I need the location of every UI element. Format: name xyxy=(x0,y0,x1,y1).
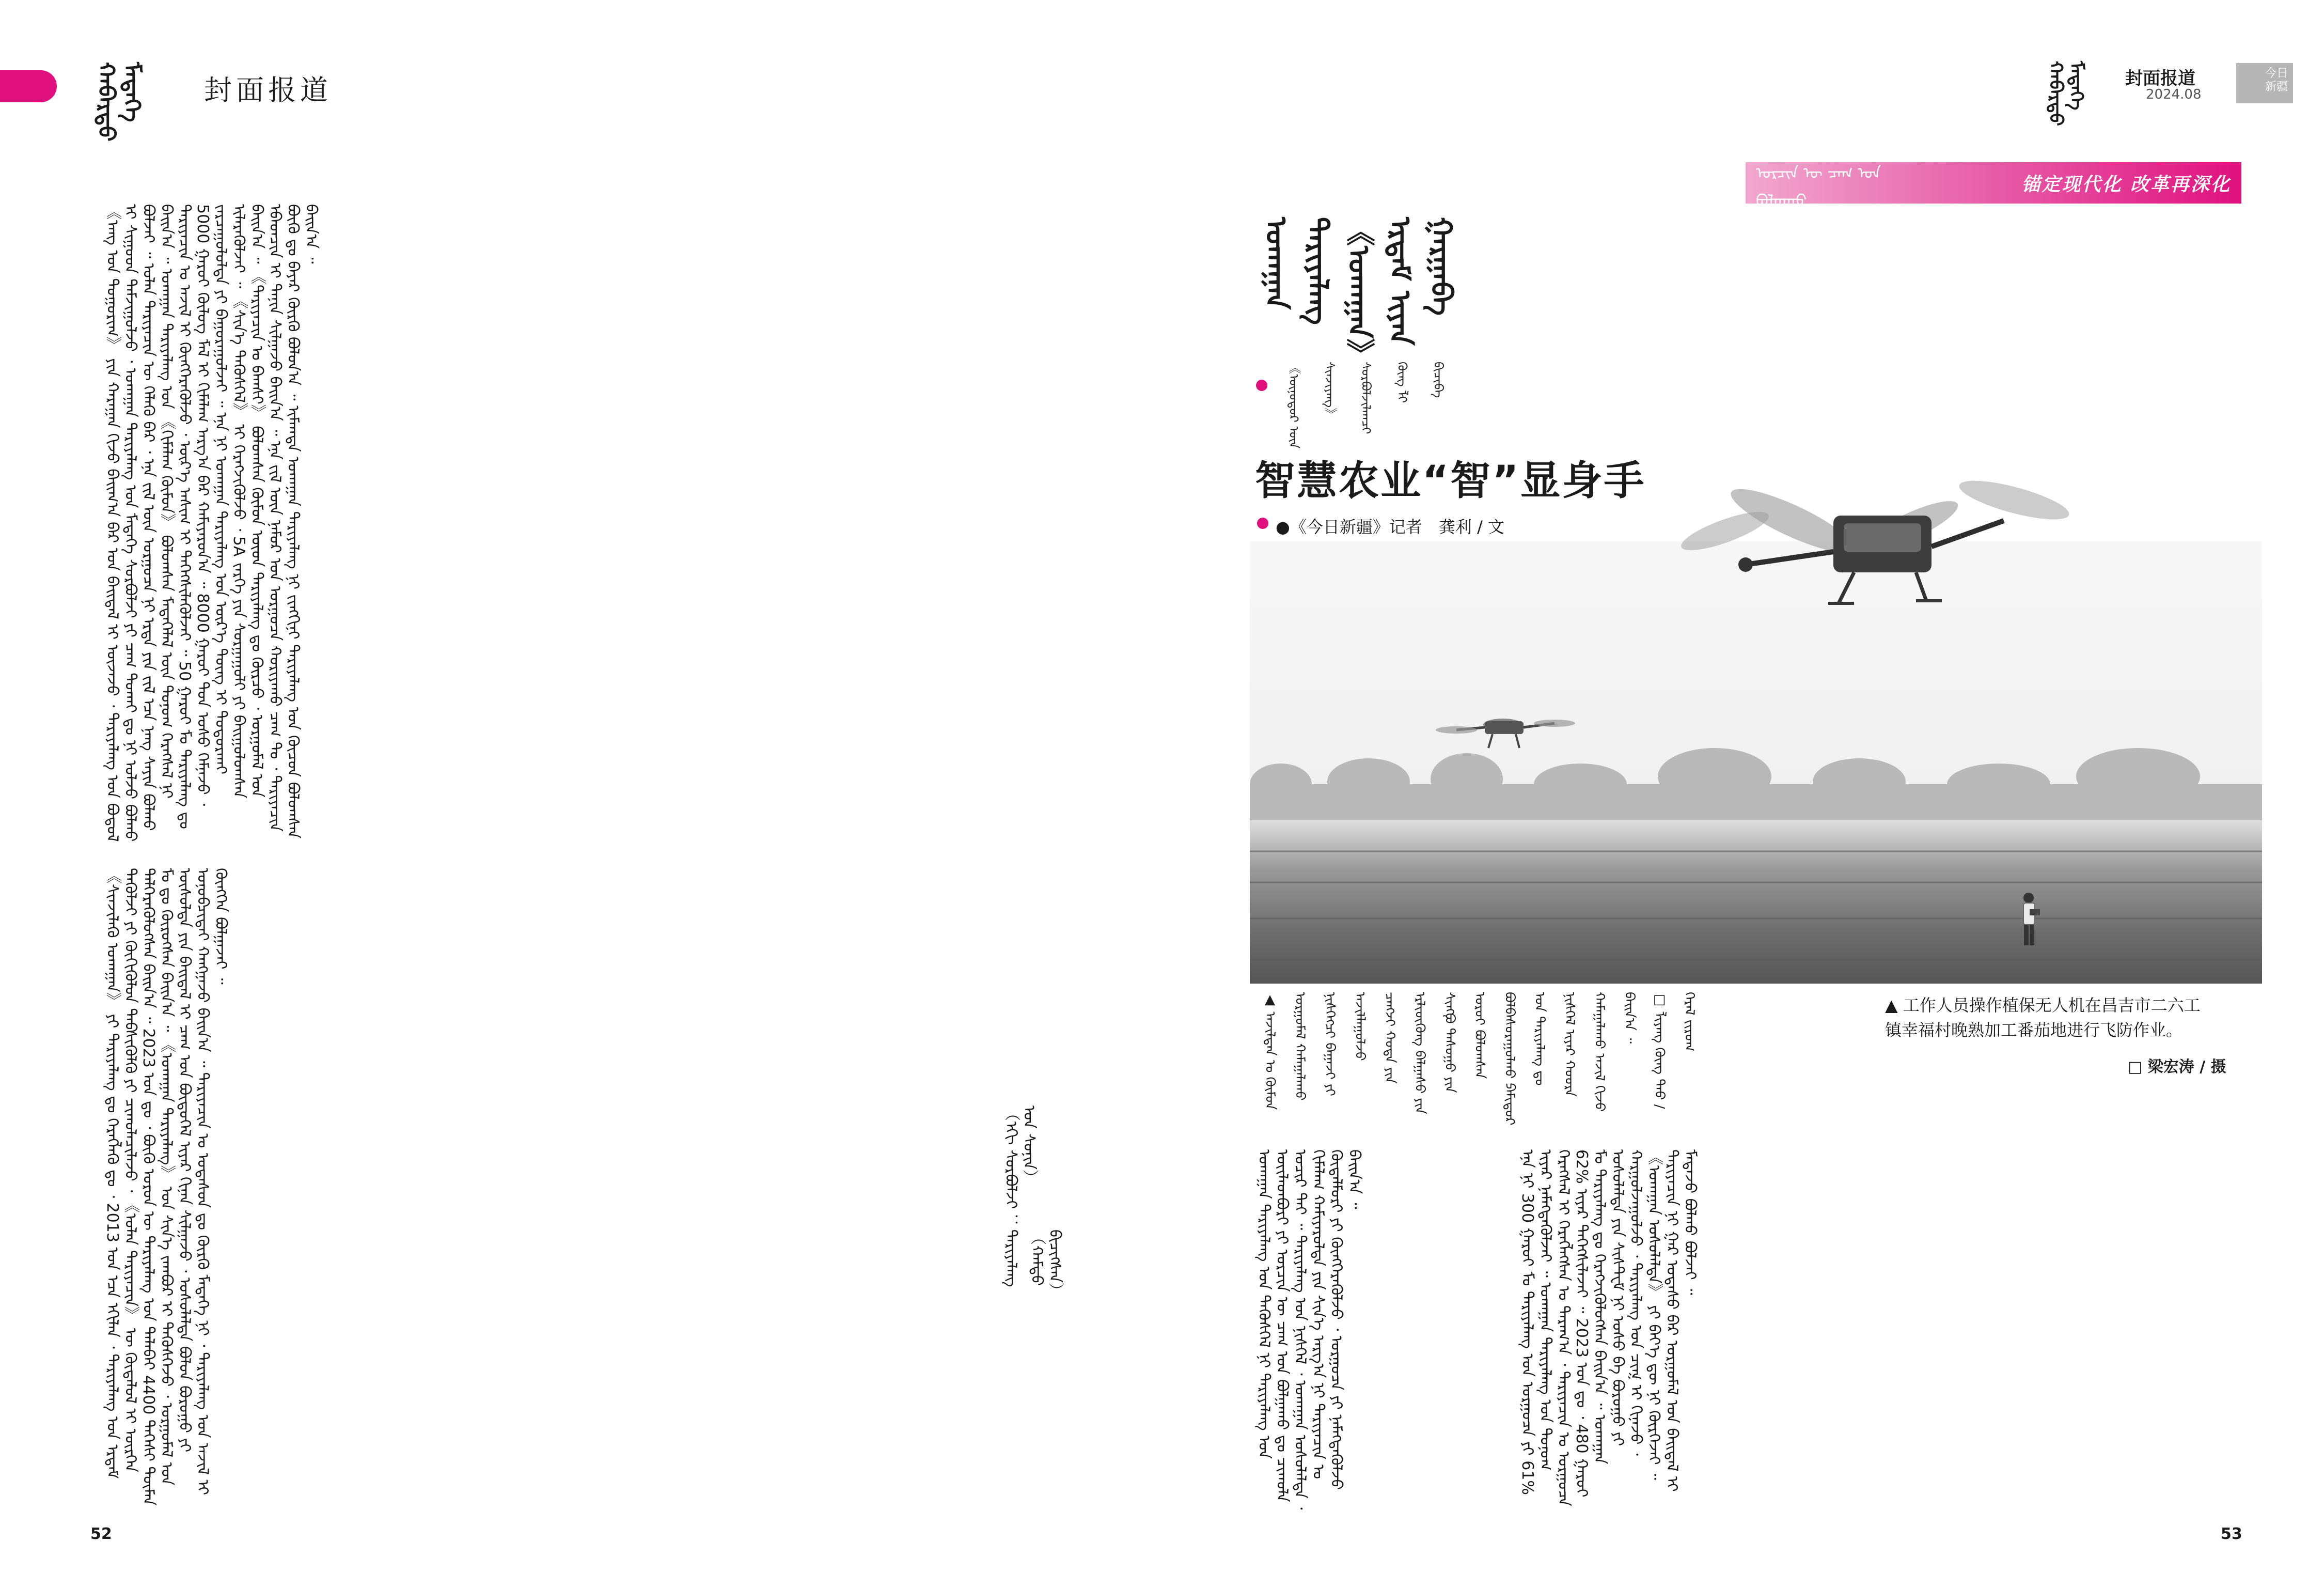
banner-mongolian: ᠣᠷᠴᠢᠨ ᠦ ᠴᠠᠭ ᠤᠨ ᠪᠣᠯᠭᠠᠬᠤ xyxy=(1756,164,1881,210)
magazine-logo xyxy=(2236,63,2293,103)
header-right-mongolian: ᠬᠠᠪᠠᠷᠳᠤ ᠮᠡᠳᠡᠭᠡ xyxy=(2045,61,2087,133)
issue-date: 2024.08 xyxy=(2146,87,2202,102)
banner-chinese: 锚定现代化 改革再深化 xyxy=(2021,174,2231,195)
topic-banner xyxy=(1746,162,2241,210)
body-column-b-source-2: （ᠬᠠᠮᠲᠤ ᠪᠢᠴᠢᠭ᠌ᠰᠡᠨ） xyxy=(1028,1229,1064,1299)
header-left-chinese: 封面报道 xyxy=(204,74,332,106)
small-drone xyxy=(1436,719,1575,748)
body-column-c: ᠡᠨᠡ ᠨᠢ 300 ᠭᠠᠷᠤᠢ ᠮᠤ ᠲᠠᠷᠢᠶᠠᠯᠠᠩ ᠤᠨ ᠤᠷᠭᠤᠴᠠ ᠶᠢ 61% ᠢᠶᠠᠷ ᠨᠡᠮᠡᠭᠳᠡᠭᠦᠯᠵᠡᠢ ᠃ ᠤᠬᠠᠭᠠᠨ ᠲᠠᠷᠢᠶᠠᠯᠠᠩ ᠤᠨ ᠲᠣᠨᠣᠭ ᠬᠡᠷᠡᠭᠰᠡᠯ ᠢ ᠬᠡᠷᠡᠭᠯᠡᠭᠰᠡᠨ ᠤ ᠳᠠᠷᠠᠭ᠎ᠠ ᠂ ᠲᠠᠷᠢᠶᠠᠴᠢᠨ ᠤ ᠤᠷᠭᠤᠴᠠ 62% ᠢᠶᠠᠷ ᠳᠡᠭᠡᠭᠰᠢᠯᠡᠵᠡᠢ ᠃ 2023 ᠣᠨ ᠳᠤ ᠂ 480 ᠭᠠᠷᠤᠢ ᠮᠤ ᠲᠠᠷᠢᠶᠠᠯᠠᠩ ᠳᠤ ᠬᠡᠷᠡᠭᠵᠢᠭᠦᠯᠦᠭᠰᠡᠨ ᠪᠠᠢᠨ᠎ᠠ ᠃ ᠤᠬᠠᠭᠠᠨ ᠤᠰᠤᠯᠠᠯᠲᠠ ᠶᠢᠨ ᠰᠢᠰᠲ᠋ᠧᠮ ᠨᠢ ᠤᠰᠤ ᠪᠠ ᠪᠣᠷᠣᠭᠣ ᠶᠢ ᠬᠠᠷᠭᠤᠯᠵᠠᠭᠤᠯᠵᠤ ᠂ ᠲᠠᠷᠢᠶᠠᠯᠠᠩ ᠤᠨ ᠴᠢᠭ᠍ ᠢ ᠬᠢᠨᠠᠵᠤ ᠂ 《ᠤᠬᠠᠭᠠᠨ ᠤᠰᠤᠯᠠᠯᠲᠠ》 ᠶᠢ ᠪᠡᠶ᠎ᠡ ᠳᠦ ᠨᠢ ᠬᠦᠷᠭᠡᠵᠡᠢ ᠃ ᠲᠠᠷᠢᠶᠠᠴᠢᠨ ᠨᠢ ᠭᠠᠷ ᠤᠳᠠᠰᠤ ᠪᠠᠷ ᠤᠷᠭᠤᠮᠠᠯ ᠤᠨ ᠪᠠᠢᠳᠠᠯ ᠢ ᠮᠡᠳᠡᠵᠦ ᠪᠣᠯᠬᠤ ᠪᠣᠯᠵᠠᠢ ᠃ xyxy=(1518,1149,1699,1512)
header-left-mongolian: ᠬᠠᠪᠠᠷᠳᠤ ᠮᠡᠳᠡᠭᠡ xyxy=(93,62,145,150)
field-rows xyxy=(1250,851,2262,960)
byline-cn-dot xyxy=(1257,518,1268,529)
body-column-d: ᠤᠬᠠᠭᠠᠨ ᠲᠠᠷᠢᠶᠠᠯᠠᠩ ᠤᠨ ᠲᠡᠭᠦᠰᠬᠡᠯ ᠨᠢ ᠲᠠᠷᠢᠶᠠᠯᠠᠩ ᠤᠨ ᠦᠢᠯᠡᠳᠪᠦᠷᠢ ᠶᠢ ᠣᠷᠴᠢᠨ ᠦ ᠴᠠᠭ ᠤᠨ ᠪᠣᠯᠭᠠᠬᠤ ᠳᠤ ᠴᠢᠬᠤᠯᠠ ᠤᠴᠢᠷ ᠲᠠᠢ ᠃ ᠲᠠᠷᠢᠶᠠᠯᠠᠩ ᠤᠨ ᠨᠢᠰᠬᠡᠯ ᠂ ᠤᠬᠠᠭᠠᠨ ᠤᠰᠤᠯᠠᠯᠲᠠ ᠂ ᠬᠢᠮᠠᠯᠠᠭ ᠬᠠᠮᠢᠶᠠᠷᠤᠯᠲᠠ ᠶᠢᠨ ᠰᠢᠨ᠎ᠡ ᠠᠷᠭ᠎ᠠ ᠨᠢ ᠲᠠᠷᠢᠶᠠᠴᠢᠨ ᠤ ᠬᠥᠳᠡᠯᠮᠦᠷᠢ ᠶᠢ ᠬᠦᠩᠭᠡᠷᠡᠭᠦᠯᠵᠦ ᠂ ᠤᠷᠭᠤᠴᠠ ᠶᠢ ᠨᠡᠮᠡᠭᠳᠡᠭᠦᠯᠵᠦ ᠪᠠᠢᠨ᠎ᠠ ᠃ xyxy=(1255,1149,1363,1515)
header-right-chinese: 封面报道 xyxy=(2125,68,2195,89)
page-number-left: 52 xyxy=(90,1525,112,1543)
body-column-b-source: （ᠡᠬᠢ ᠰᠤᠷᠪᠤᠯᠵᠢ ：ᠲᠠᠷᠢᠶᠠᠯᠠᠩ ᠤᠨ ᠰᠤᠨᠢᠨ） xyxy=(1002,1106,1038,1293)
section-tab xyxy=(0,70,57,102)
article-byline-chinese: ●《今日新疆》记者 龚利 / 文 xyxy=(1276,517,1505,537)
logo-top: 今日 xyxy=(2265,67,2288,80)
byline-dot xyxy=(1256,380,1267,391)
photo-caption-mongolian: ▲ ᠠᠵᠢᠯᠳᠠᠨ ᠤ ᠬᠦᠮᠦᠨ ᠤᠷᠭᠤᠮᠠᠯ ᠬᠠᠮᠠᠭᠠᠯᠠᠬᠤ ᠨᠢᠰᠭᠡᠭᠴᠢ ᠪᠠᠭᠠᠵᠢ ᠶᠢ ᠠᠵᠢᠯᠯᠠᠭᠤᠯᠵᠤ ᠴᠠᠩᠵᠢ ᠬᠣᠲᠠ ᠶᠢᠨ ᠡᠷᠯᠢᠦ᠋ᠭᠦᠩ ᠪᠠᠯᠭᠠᠰᠤ ᠶᠢᠨ ᠰᠢᠩᠹᠦ ᠲᠠᠰᠤᠭᠤ ᠶᠢᠨ ᠣᠷᠣᠢ ᠪᠣᠯᠣᠭᠰᠠᠨ ᠪᠣᠯᠪᠠᠰᠤᠷᠠᠭᠤᠯᠬᠤ ᠫᠠᠮᠢᠳᠤᠷ ᠤᠨ ᠲᠠᠷᠢᠶᠠᠯᠠᠩ ᠳᠤ ᠨᠢᠰᠬᠡᠯ ᠢᠶᠡᠷ ᠬᠣᠣᠷᠠ ᠬᠠᠮᠠᠭᠠᠯᠠᠬᠤ ᠠᠵᠢᠯ ᠬᠢᠵᠦ ᠪᠠᠢᠨ᠎ᠠ ᠃ □ ᠯᠢᠶᠠᠩ ᠬᠦᠩ ᠲᠠᠤ / ᠭᠡᠷᠡᠯ ᠵᠢᠷᠤᠭ xyxy=(1262,992,1697,1126)
page-number-right: 53 xyxy=(2221,1525,2242,1543)
body-column-b: 《ᠰᠢᠨᠵᠢᠯᠡᠬᠦ ᠤᠬᠠᠭᠠᠨ》 ᠶᠢ ᠲᠠᠷᠢᠶᠠᠯᠠᠩ ᠳᠤ ᠬᠡᠷᠡᠭᠯᠡᠬᠦ ᠳᠤ ᠂ 2013 ᠣᠨ ᠡᠴᠡ ᠡᠬᠢᠯᠡᠨ ᠂ ᠲᠠᠷᠢᠶᠠᠯᠠᠩ ᠤᠨ ᠡᠷᠳᠡᠮ ᠲᠡᠭᠦᠯᠵᠢ ᠶᠢ ᠬᠥᠬᠢᠭᠦᠯᠦᠨ ᠳᠡᠪᠰᠢᠭᠦᠯᠬᠦ ᠶᠢ ᠴᠢᠬᠤᠯᠠᠴᠢᠯᠠᠵᠤ ᠂ 《ᠣᠯᠠᠨ ᠲᠠᠷᠢᠶᠠᠴᠢᠨ》 ᠦ ᠬᠥᠳᠡᠯᠦᠯ ᠢ ᠥᠷᠭᠡᠨ ᠳᠡᠯᠭᠡᠷᠡᠭᠦᠯᠦᠭᠰᠡᠨ ᠪᠠᠢᠨ᠎ᠠ ᠃ 2023 ᠣᠨ ᠳᠤ ᠂ ᠪᠦᠬᠦ ᠣᠷᠣᠨ ᠦ ᠲᠠᠷᠢᠶᠠᠯᠠᠩ ᠤᠨ ᠲᠠᠯᠠᠪᠠᠢ 4400 ᠳᠡᠭᠡᠰᠢ ᠲᠦᠮᠡᠨ ᠮᠤ ᠳᠤ ᠬᠦᠷᠦᠭᠰᠡᠨ ᠪᠠᠢᠨ᠎ᠠ ᠃ 《ᠤᠬᠠᠭᠠᠨ ᠲᠠᠷᠢᠶᠠᠯᠠᠩ》 ᠤᠨ ᠰᠢᠨ᠎ᠡ ᠵᠠᠭᠪᠤᠷ ᠢ ᠲᠡᠭᠦᠰᠬᠡᠵᠦ ᠂ ᠤᠷᠭᠤᠮᠠᠯ ᠤᠨ ᠥᠰᠦᠯᠲᠡ ᠶᠢᠨ ᠪᠠᠢᠳᠠᠯ ᠢ ᠴᠠᠭ ᠤᠨ ᠪᠦᠲᠦᠭᠡᠯ ᠢᠶᠡᠷ ᠬᠢᠨᠠᠨ ᠰᠢᠯᠭᠠᠵᠤ ᠂ ᠤᠰᠤᠯᠠᠯᠲᠠ ᠪᠣᠯᠤᠨ ᠪᠣᠷᠣᠭᠣ ᠶᠢ ᠣᠨᠣᠪᠴᠢᠲᠠᠢ ᠬᠠᠩᠭᠠᠵᠤ ᠪᠠᠢᠨ᠎ᠠ ᠃ ᠲᠠᠷᠢᠶᠠᠴᠢᠨ ᠤ ᠤᠲᠠᠰᠤᠨ ᠳᠤ ᠬᠦᠷᠬᠦ ᠮᠡᠳᠡᠭᠡ ᠨᠢ ᠂ ᠲᠠᠷᠢᠶᠠᠯᠠᠩ ᠤᠨ ᠠᠵᠢᠯ ᠢ ᠬᠥᠩᠭᠡᠨ ᠪᠣᠯᠭᠠᠵᠠᠢ ᠃ xyxy=(103,868,230,1511)
article-title-mongolian: ᠤᠬᠠᠭᠠᠨ ᠲᠠᠷᠢᠶᠠᠯᠠᠩ 《ᠤᠬᠠᠭᠠᠨ》 ᠡᠷᠳᠡᠮ ᠢᠶᠡᠨ ᠭᠠᠷᠭᠠᠪᠠ xyxy=(1259,217,1458,367)
article-title-chinese: 智慧农业“智”显身手 xyxy=(1255,458,1646,504)
drone-photo xyxy=(1250,541,2262,984)
tree-line xyxy=(1250,748,2262,820)
body-column-a: 《ᠠᠩ ᠤᠨ ᠲᠣᠭᠣᠷᠢᠭ》 ᠶᠢᠨ ᠬᠠᠷᠠᠭᠠᠨ ᠬᠢᠵᠦ ᠪᠠᠢᠭ᠎ᠠ ᠪᠠᠷ ᠤᠨ ᠪᠠᠢᠳᠠᠯ ᠢ ᠦᠵᠡᠵᠦ ᠂ ᠲᠠᠷᠢᠶᠠᠯᠠᠩ ᠤᠨ ᠪᠣᠳᠤᠯ ᠢ ᠰᠢᠭᠤᠳ ᠳᠠᠮᠵᠢᠭᠤᠯᠵᠤ ᠂ ᠤᠬᠠᠭᠠᠨ ᠲᠠᠷᠢᠶᠠᠯᠠᠩ ᠤᠨ ᠮᠡᠳᠡᠭᠡ ᠰᠤᠷᠪᠤᠯᠵᠢ ᠶᠢ ᠴᠠᠭ ᠲᠤᠬᠠᠢ ᠳᠤ ᠨᠢ ᠣᠯᠵᠤ ᠪᠣᠯᠬᠤ ᠪᠣᠯᠵᠠᠢ ᠃ ᠣᠯᠠᠨ ᠲᠠᠷᠢᠶᠠᠴᠢᠨ ᠦ ᠬᠡᠯᠡᠬᠦ ᠪᠡᠷ ᠂ ᠡᠨᠡ ᠵᠢᠯ ᠦᠨ ᠤᠷᠭᠤᠴᠠ ᠨᠢ ᠡᠷᠲᠡ ᠶᠢᠨ ᠵᠢᠯ ᠡᠴᠡ ᠨᠡᠩ ᠰᠠᠶᠢᠨ ᠪᠣᠯᠬᠤ ᠪᠠᠢᠨ᠎ᠠ ᠃ ᠤᠬᠠᠭᠠᠨ ᠲᠠᠷᠢᠶᠠᠯᠠᠩ ᠤᠨ 《ᠬᠢᠮᠠᠯᠠᠭ ᠬᠦᠮᠦᠨ》 ᠪᠣᠯᠤᠭᠰᠠᠨ ᠮᠡᠳᠡᠭᠡᠯᠡᠯ ᠦᠨ ᠲᠣᠨᠣᠭ ᠬᠡᠷᠡᠭᠰᠡᠯ ᠨᠢ ᠲᠠᠷᠢᠶᠠᠴᠢᠨ ᠤ ᠠᠵᠢᠯ ᠢ ᠬᠦᠩᠭᠡᠷᠡᠭᠦᠯᠵᠦ ᠂ ᠦᠷ᠎ᠡ ᠠᠰᠢᠭ ᠢ ᠳᠡᠭᠡᠭᠰᠢᠯᠡᠭᠦᠯᠵᠡᠢ ᠃ 50 ᠭᠠᠷᠤᠢ ᠮᠤ ᠲᠠᠷᠢᠶᠠᠯᠠᠩ ᠳᠤ 5000 ᠭᠠᠷᠤᠢ ᠬᠦᠯᠦᠭ ᠮᠠᠯ ᠢ ᠬᠢᠮᠠᠯᠠᠭ ᠠᠷᠭ᠎ᠠ ᠪᠠᠷ ᠬᠠᠮᠢᠶᠠᠷᠤᠨ᠎ᠠ ᠃ 8000 ᠭᠠᠷᠤᠢ ᠲᠣᠨ ᠤᠰᠤ ᠬᠡᠮᠨᠡᠵᠦ ᠂ ᠵᠠᠷᠴᠠᠭᠤᠯᠤᠯᠲᠠ ᠶᠢ ᠪᠠᠭᠤᠷᠠᠭᠤᠯᠵᠠᠢ ᠃ ᠡᠨᠡ ᠨᠢ ᠤᠬᠠᠭᠠᠨ ᠲᠠᠷᠢᠶᠠᠯᠠᠩ ᠤᠨ ᠦᠷ᠎ᠡ ᠳᠦᠩ ᠢ ᠲᠣᠳᠣᠷᠬᠠᠶ ᠢᠯᠡᠷᠡᠭᠦᠯᠵᠡᠢ ᠃ 《ᠰᠢᠨ᠎ᠡ ᠲᠡᠭᠦᠰᠬᠡᠯ》 ᠢ ᠬᠡᠷᠡᠭᠵᠢᠭᠦᠯᠵᠦ ᠂ 5A ᠵᠡᠷᠭᠡ ᠶᠢᠨ ᠰᠤᠷᠭᠠᠭᠤᠯᠢ ᠶᠢ ᠪᠠᠢᠭᠤᠯᠤᠭᠰᠠᠨ ᠪᠠᠢᠨ᠎ᠠ ᠃ 《ᠲᠠᠷᠢᠶᠠᠴᠢᠨ ᠤ ᠪᠠᠭᠰᠢ》 ᠪᠣᠯᠤᠭᠰᠠᠨ ᠬᠦᠮᠦᠨ ᠦᠳ ᠲᠠᠷᠢᠶᠠᠯᠠᠩ ᠳᠤ ᠬᠦᠷᠴᠦ ᠂ ᠤᠷᠭᠤᠮᠠᠯ ᠤᠨ ᠡᠪᠡᠳᠴᠢᠨ ᠢ ᠲᠠᠨᠢᠨ ᠰᠢᠯᠭᠠᠵᠤ ᠪᠠᠢᠨ᠎ᠠ ᠃ ᠡᠨᠡ ᠵᠢᠯ ᠦᠨ ᠨᠠᠮᠤᠷ ᠤᠨ ᠤᠷᠭᠤᠴᠠ ᠬᠤᠷᠢᠶᠠᠬᠤ ᠴᠠᠭ ᠲᠤ ᠂ ᠲᠠᠷᠢᠶᠠᠴᠢᠨ ᠪᠦᠬᠦ ᠳᠤ ᠪᠠᠶᠠᠷ ᠬᠦᠷᠬᠦ ᠪᠣᠯᠤᠨ᠎ᠠ ᠃ ᠢᠮᠠᠭᠳᠠ ᠤᠬᠠᠭᠠᠨ ᠲᠠᠷᠢᠶᠠᠯᠠᠩ ᠨᠢ ᠵᠢᠩᠬᠢᠨᠢ ᠲᠠᠷᠢᠶᠠᠯᠠᠩ ᠤᠨ ᠬᠦᠴᠦᠨ ᠪᠣᠯᠤᠭᠰᠠᠨ ᠪᠠᠢᠨ᠎ᠠ ᠃ xyxy=(103,204,320,847)
photo-credit-chinese: □ 梁宏涛 / 摄 xyxy=(2128,1058,2226,1076)
large-drone xyxy=(1677,473,2072,603)
article-byline-mongolian: 《ᠥᠨᠥᠳᠥᠷ ᠦᠨ ᠰᠢᠨᠵᠢᠶᠠᠩ》 ᠰᠤᠷᠪᠤᠯᠵᠢᠯᠠᠭᠴᠢ ᠭᠦᠩ ᠯᠢ ᠪᠢᠴᠢᠪᠡ xyxy=(1286,362,1446,449)
logo-bottom: 新疆 xyxy=(2265,81,2288,94)
drone-photo-illustration xyxy=(1250,541,2262,984)
photo-caption-chinese: ▲ 工作人员操作植保无人机在昌吉市二六工 镇幸福村晚熟加工番茄地进行飞防作业。 xyxy=(1885,995,2201,1040)
